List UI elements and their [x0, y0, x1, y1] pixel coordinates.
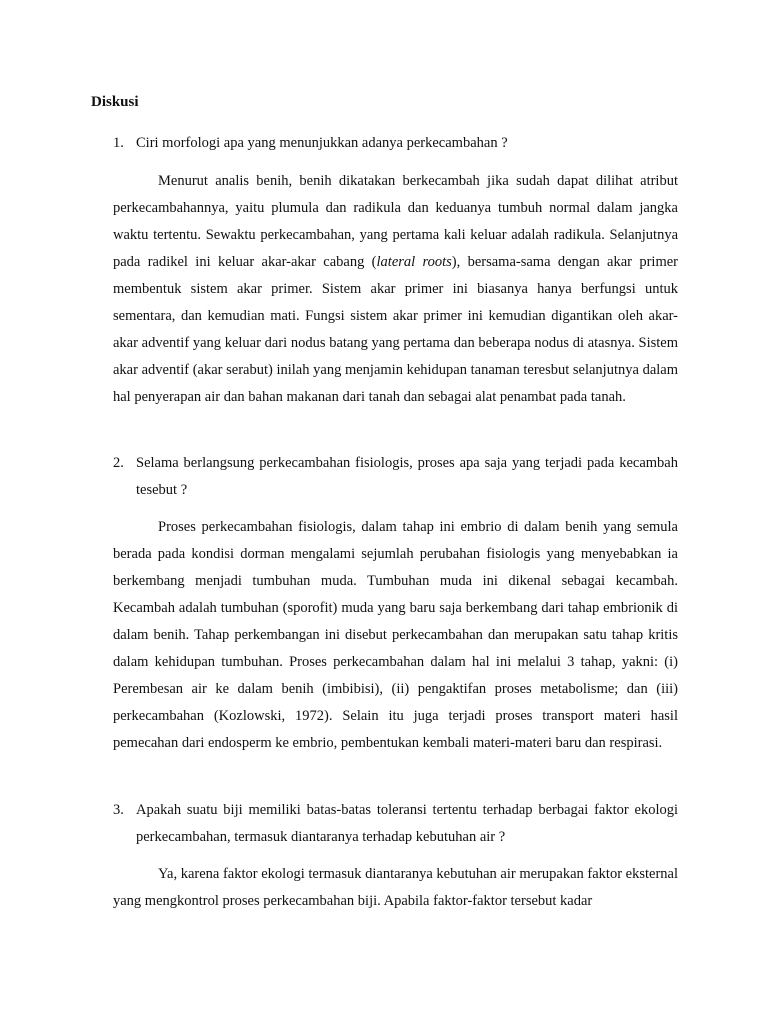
section-heading: Diskusi [91, 94, 139, 110]
question-1 [113, 130, 678, 157]
answer-1 [113, 168, 678, 411]
question-text: Apakah suatu biji memiliki batas-batas toleransi tertentu terhadap berbagai faktor ekologi perkecambahan, termasuk diantaranya terhadap kebutuhan air ? [136, 802, 678, 845]
question-number: 1. [113, 135, 124, 151]
question-2 [113, 450, 678, 504]
question-text: Selama berlangsung perkecambahan fisiologis, proses apa saja yang terjadi pada kecambah tesebut ? [136, 455, 678, 498]
answer-2: Proses perkecambahan fisiologis, dalam tahap ini embrio di dalam benih yang semula berada pada kondisi dorman mengalami sejumlah perubahan fisiologis yang menyebabkan ia berkembang menjadi tumbuhan muda. Tumbuhan muda ini dikenal sebagai kecambah. Kecambah adalah tumbuhan (sporofit) muda yang baru saja berkembang dari tahap embrionik di dalam benih. Tahap perkembangan ini disebut perkecambahan dan merupakan satu tahap kritis dalam kehidupan tumbuhan. Proses perkecambahan dalam hal ini melalui 3 tahap, yakni: (i) Perembesan air ke dalam benih (imbibisi), (ii) pengaktifan proses metabolisme; dan (iii) perkecambahan (Kozlowski, 1972). Selain itu juga terjadi proses transport materi hasil pemecahan dari endosperm ke embrio, pembentukan kembali materi-materi baru dan respirasi. [113, 519, 678, 751]
answer-3: Ya, karena faktor ekologi termasuk diantaranya kebutuhan air merupakan faktor eksternal yang mengkontrol proses perkecambahan biji. Apabila faktor-faktor tersebut kadar [113, 866, 678, 909]
answer-text: ), bersama-sama dengan akar primer membentuk sistem akar primer. Sistem akar primer ini biasanya hanya berfungsi untuk sementara, dan kemudian mati. Fungsi sistem akar primer ini kemudian digantikan oleh akar-akar adventif yang keluar dari nodus batang yang pertama dan beberapa nodus di atasnya. Sistem akar adventif (akar serabut) inilah yang menjamin kehidupan tanaman teresbut selanjutnya dalam hal penyerapan air dan bahan makanan dari tanah dan sebagai alat penambat pada tanah. [113, 254, 678, 405]
question-text: Ciri morfologi apa yang menunjukkan adanya perkecambahan ? [136, 135, 508, 151]
answer-italic-term: lateral roots [376, 254, 452, 270]
question-3 [113, 797, 678, 851]
question-number: 3. [113, 802, 124, 818]
answer-text: Menurut analis benih, benih dikatakan berkecambah jika sudah dapat dilihat atribut perkecambahannya, yaitu plumula dan radikula dan keduanya tumbuh normal dalam jangka waktu tertentu. Sewaktu perkecambahan, yang pertama kali keluar adalah radikula. Selanjutnya pada radikel ini keluar akar-akar cabang ( [113, 173, 678, 270]
question-number: 2. [113, 455, 124, 471]
